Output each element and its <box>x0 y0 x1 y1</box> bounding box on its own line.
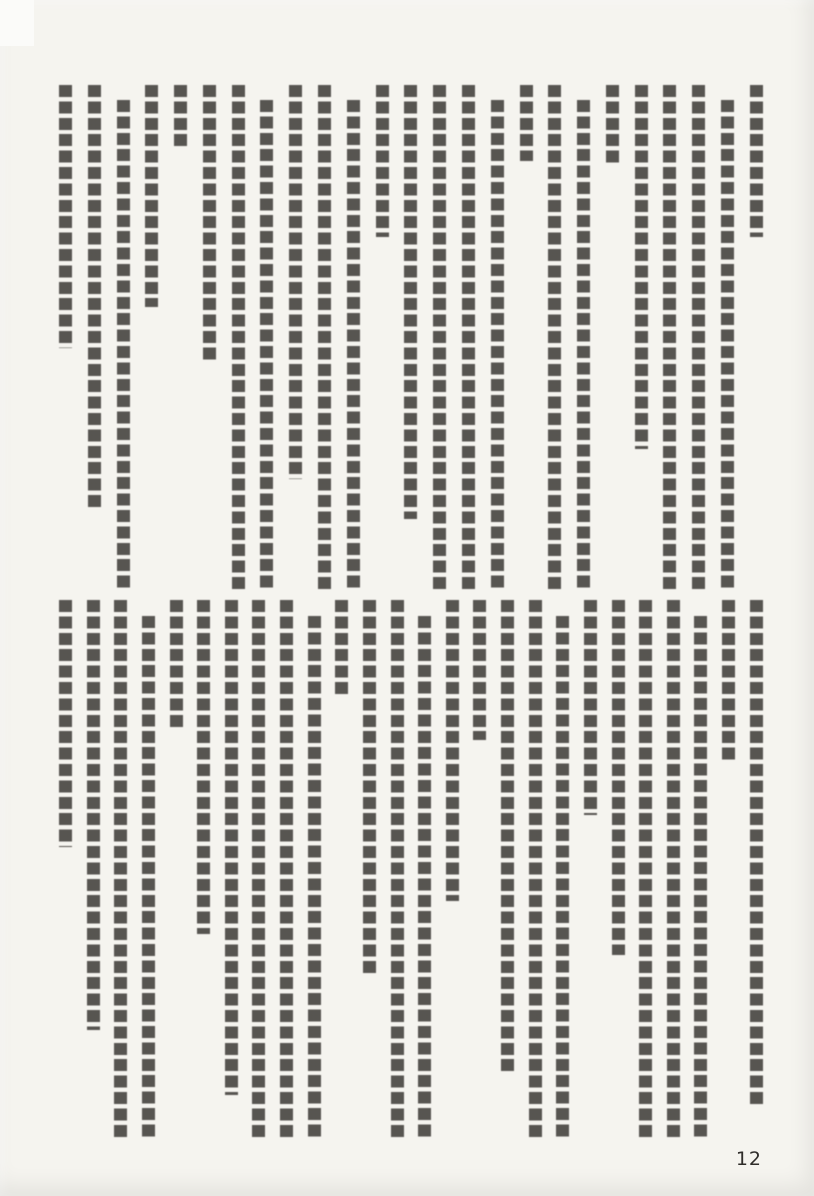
redacted-text-column <box>86 600 101 1138</box>
redacted-text-ink <box>520 85 533 161</box>
redacted-text-ink <box>88 85 101 509</box>
redacted-text-column <box>317 85 332 590</box>
redacted-text-ink <box>577 100 590 590</box>
redacted-text-column <box>528 600 543 1138</box>
redacted-text-column <box>334 600 349 1138</box>
redacted-text-column <box>173 85 188 590</box>
redacted-text-column <box>202 85 217 590</box>
redacted-text-column <box>749 85 764 590</box>
redacted-text-ink <box>548 85 561 590</box>
redacted-text-column <box>634 85 649 590</box>
redacted-text-ink <box>692 85 705 590</box>
redacted-text-column <box>375 85 390 590</box>
redacted-text-column <box>666 600 681 1138</box>
redacted-text-ink <box>203 85 216 363</box>
redacted-text-column <box>346 85 361 590</box>
redacted-text-ink <box>639 600 652 1138</box>
redacted-text-ink <box>750 85 763 237</box>
redacted-text-column <box>461 85 476 590</box>
redacted-text-ink <box>391 600 404 1138</box>
redacted-text-ink <box>635 85 648 449</box>
redacted-text-ink <box>59 600 72 847</box>
redacted-text-ink <box>491 100 504 590</box>
redacted-text-column <box>490 85 505 590</box>
redacted-text-ink <box>142 616 155 1138</box>
redacted-text-ink <box>418 616 431 1138</box>
redacted-text-column <box>251 600 266 1138</box>
redacted-text-ink <box>462 85 475 590</box>
redacted-text-ink <box>750 600 763 1106</box>
redacted-text-column <box>555 600 570 1138</box>
redacted-text-ink <box>404 85 417 519</box>
redacted-text-ink <box>584 600 597 815</box>
redacted-text-column <box>519 85 534 590</box>
redacted-text-column <box>141 600 156 1138</box>
redacted-text-ink <box>308 616 321 1138</box>
redacted-text-ink <box>232 85 245 590</box>
redacted-text-ink <box>114 600 127 1138</box>
redacted-text-column <box>58 600 73 1138</box>
scan-glare-artifact <box>0 0 34 46</box>
redacted-text-column <box>605 85 620 590</box>
redacted-text-ink <box>87 600 100 1030</box>
redacted-text-ink <box>433 85 446 590</box>
redacted-text-ink <box>280 600 293 1138</box>
redacted-text-ink <box>59 85 72 348</box>
redacted-text-ink <box>694 616 707 1138</box>
redacted-text-column <box>390 600 405 1138</box>
redacted-text-column <box>279 600 294 1138</box>
redacted-text-column <box>500 600 515 1138</box>
redacted-text-column <box>259 85 274 590</box>
redacted-text-column <box>583 600 598 1138</box>
redacted-text-column <box>720 85 735 590</box>
redacted-text-column <box>691 85 706 590</box>
redacted-text-ink <box>347 100 360 590</box>
redacted-text-ink <box>170 600 183 729</box>
redacted-text-ink <box>529 600 542 1138</box>
redacted-text-column <box>307 600 322 1138</box>
redacted-text-column <box>403 85 418 590</box>
redacted-text-ink <box>446 600 459 901</box>
redacted-text-ink <box>722 600 735 761</box>
redacted-text-column <box>144 85 159 590</box>
redacted-text-column <box>638 600 653 1138</box>
redacted-text-ink <box>363 600 376 977</box>
redacted-text-column <box>547 85 562 590</box>
redacted-text-column <box>417 600 432 1138</box>
redacted-text-column <box>445 600 460 1138</box>
redacted-text-ink <box>289 85 302 479</box>
redacted-text-column <box>196 600 211 1138</box>
redacted-text-column <box>662 85 677 590</box>
redacted-text-ink <box>667 600 680 1138</box>
redacted-text-column <box>432 85 447 590</box>
redacted-text-column <box>288 85 303 590</box>
redacted-text-ink <box>612 600 625 955</box>
redacted-text-ink <box>260 100 273 590</box>
redacted-text-ink <box>252 600 265 1138</box>
redacted-text-column <box>231 85 246 590</box>
redacted-text-ink <box>556 616 569 1138</box>
redacted-text-column <box>169 600 184 1138</box>
redacted-text-ink <box>606 85 619 166</box>
redacted-text-column <box>576 85 591 590</box>
redacted-text-ink <box>663 85 676 590</box>
redacted-text-ink <box>501 600 514 1073</box>
text-block-top <box>58 85 764 590</box>
redacted-text-ink <box>376 85 389 237</box>
redacted-text-column <box>87 85 102 590</box>
redacted-text-ink <box>318 85 331 590</box>
redacted-text-column <box>472 600 487 1138</box>
redacted-text-column <box>611 600 626 1138</box>
redacted-text-column <box>224 600 239 1138</box>
redacted-text-ink <box>473 600 486 740</box>
text-block-bottom <box>58 600 764 1138</box>
redacted-text-ink <box>721 100 734 590</box>
redacted-text-column <box>693 600 708 1138</box>
redacted-text-column <box>113 600 128 1138</box>
redacted-text-column <box>362 600 377 1138</box>
redacted-text-ink <box>225 600 238 1095</box>
redacted-text-ink <box>335 600 348 697</box>
redacted-text-column <box>116 85 131 590</box>
redacted-text-column <box>721 600 736 1138</box>
redacted-text-ink <box>117 100 130 590</box>
redacted-text-column <box>749 600 764 1138</box>
redacted-text-ink <box>174 85 187 146</box>
redacted-text-column <box>58 85 73 590</box>
redacted-text-ink <box>197 600 210 934</box>
redacted-text-ink <box>145 85 158 307</box>
page-number: 12 <box>735 1148 762 1170</box>
